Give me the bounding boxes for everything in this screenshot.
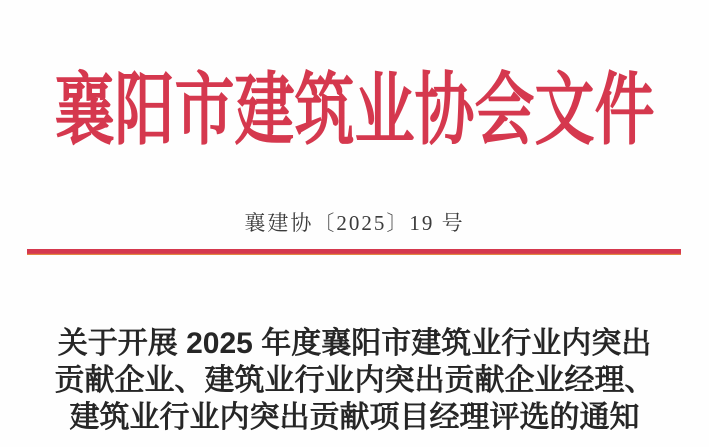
red-divider-line <box>27 249 681 255</box>
document-title-line-3: 建筑业行业内突出贡献项目经理评选的通知 <box>69 401 640 434</box>
document-title-line-1: 关于开展 2025 年度襄阳市建筑业行业内突出 <box>57 327 652 360</box>
document-number: 襄建协〔2025〕19 号 <box>244 211 465 235</box>
document-header-title: 襄阳市建筑业协会文件 <box>54 66 655 154</box>
document-title-line-2: 贡献企业、建筑业行业内突出贡献企业经理、 <box>54 364 655 397</box>
document-title <box>0 325 709 436</box>
